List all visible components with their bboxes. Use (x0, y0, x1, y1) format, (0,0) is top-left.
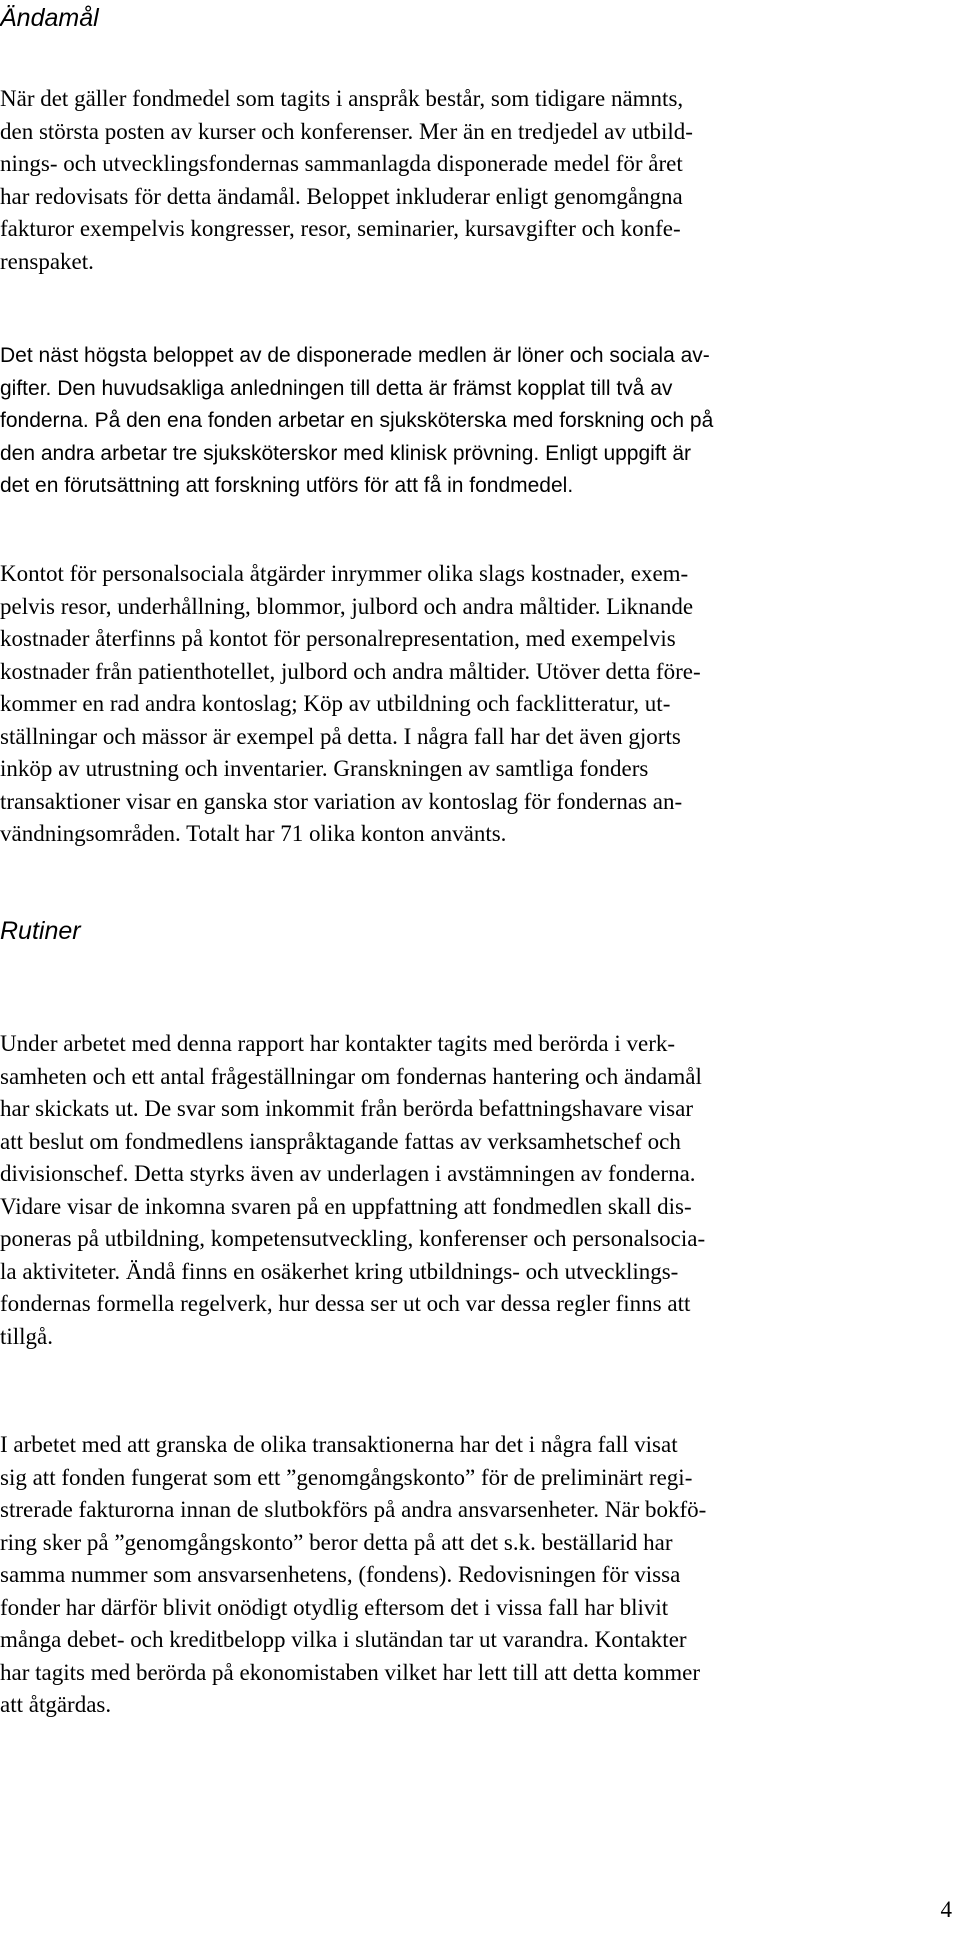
text-line: strerade fakturorna innan de slutbokförs på andra ansvarsenheter. När bokfö- (0, 1497, 707, 1522)
text-line: nings- och utvecklingsfondernas sammanlagda disponerade medel för året (0, 151, 683, 176)
text-line: den andra arbetar tre sjuksköterskor med klinisk prövning. Enligt uppgift är (0, 441, 692, 465)
text-line: När det gäller fondmedel som tagits i anspråk består, som tidigare nämnts, (0, 86, 684, 111)
paragraph-andamal-2 (0, 340, 960, 503)
paragraph-rutiner-1 (0, 1028, 960, 1353)
paragraph-andamal-1 (0, 83, 960, 278)
text-line: gifter. Den huvudsakliga anledningen till detta är främst kopplat till två av (0, 376, 673, 400)
text-line: transaktioner visar en ganska stor variation av kontoslag för fondernas an- (0, 788, 683, 814)
text-line: I arbetet med att granska de olika transaktionerna har det i några fall visat (0, 1432, 678, 1457)
text-line: fonder har därför blivit onödigt otydlig eftersom det i vissa fall har blivit (0, 1594, 669, 1620)
text-line: sig att fonden fungerat som ett ”genomgångskonto” för de preliminärt regi- (0, 1464, 693, 1490)
text-line: Under arbetet med denna rapport har kontakter tagits med berörda i verk- (0, 1031, 676, 1056)
text-line: inköp av utrustning och inventarier. Granskningen av samtliga fonders (0, 756, 649, 781)
text-line: fondernas formella regelverk, hur dessa ser ut och var dessa regler finns att (0, 1291, 691, 1316)
text-line: tillgå. (0, 1323, 54, 1349)
text-line: Kontot för personalsociala åtgärder inrymmer olika slags kostnader, exem- (0, 561, 689, 586)
text-line: ring sker på ”genomgångskonto” beror detta på att det s.k. beställarid har (0, 1529, 673, 1555)
text-line: fakturor exempelvis kongresser, resor, seminarier, kursavgifter och konfe- (0, 216, 681, 241)
text-line: vändningsområden. Totalt har 71 olika konton använts. (0, 821, 507, 846)
text-line: den största posten av kurser och konferenser. Mer än en tredjedel av utbild- (0, 118, 693, 144)
text-line: divisionschef. Detta styrks även av underlagen i avstämningen av fonderna. (0, 1161, 696, 1186)
paragraph-andamal-3 (0, 558, 960, 851)
page-number: 4 (940, 1897, 952, 1922)
text-line: att beslut om fondmedlens ianspråktagande fattas av verksamhetschef och (0, 1128, 681, 1154)
text-line: samma nummer som ansvarsenhetens, (fondens). Redovisningen för vissa (0, 1562, 681, 1587)
text-line: kommer en rad andra kontoslag; Köp av utbildning och facklitteratur, ut- (0, 691, 671, 716)
text-line: Det näst högsta beloppet av de disponerade medlen är löner och sociala av- (0, 344, 710, 367)
text-line: har redovisats för detta ändamål. Beloppet inkluderar enligt genomgångna (0, 183, 683, 209)
text-line: fonderna. På den ena fonden arbetar en sjuksköterska med forskning och på (0, 409, 714, 432)
text-line: det en förutsättning att forskning utförs för att få in fondmedel. (0, 474, 574, 497)
text-line: Vidare visar de inkomna svaren på en uppfattning att fondmedlen skall dis- (0, 1193, 692, 1219)
text-line: kostnader från patienthotellet, julbord och andra måltider. Utöver detta före- (0, 658, 701, 684)
section-heading-rutiner: Rutiner (0, 917, 81, 945)
text-line: pelvis resor, underhållning, blommor, julbord och andra måltider. Liknande (0, 593, 694, 619)
section-heading-andamal: Ändamål (0, 4, 99, 32)
text-line: samheten och ett antal frågeställningar om fondernas hantering och ändamål (0, 1063, 702, 1089)
text-line: har tagits med berörda på ekonomistaben vilket har lett till att detta kommer (0, 1659, 701, 1685)
text-line: poneras på utbildning, kompetensutveckling, konferenser och personalsocia- (0, 1226, 706, 1251)
paragraph-rutiner-2 (0, 1429, 960, 1722)
text-line: renspaket. (0, 248, 94, 274)
text-line: kostnader återfinns på kontot för personalrepresentation, med exempelvis (0, 626, 676, 651)
text-line: ställningar och mässor är exempel på detta. I några fall har det även gjorts (0, 723, 681, 749)
text-line: la aktiviteter. Ändå finns en osäkerhet kring utbildnings- och utvecklings- (0, 1258, 679, 1284)
text-line: att åtgärdas. (0, 1692, 112, 1717)
text-line: många debet- och kreditbelopp vilka i slutändan tar ut varandra. Kontakter (0, 1627, 687, 1652)
text-line: har skickats ut. De svar som inkommit från berörda befattningshavare visar (0, 1096, 693, 1121)
